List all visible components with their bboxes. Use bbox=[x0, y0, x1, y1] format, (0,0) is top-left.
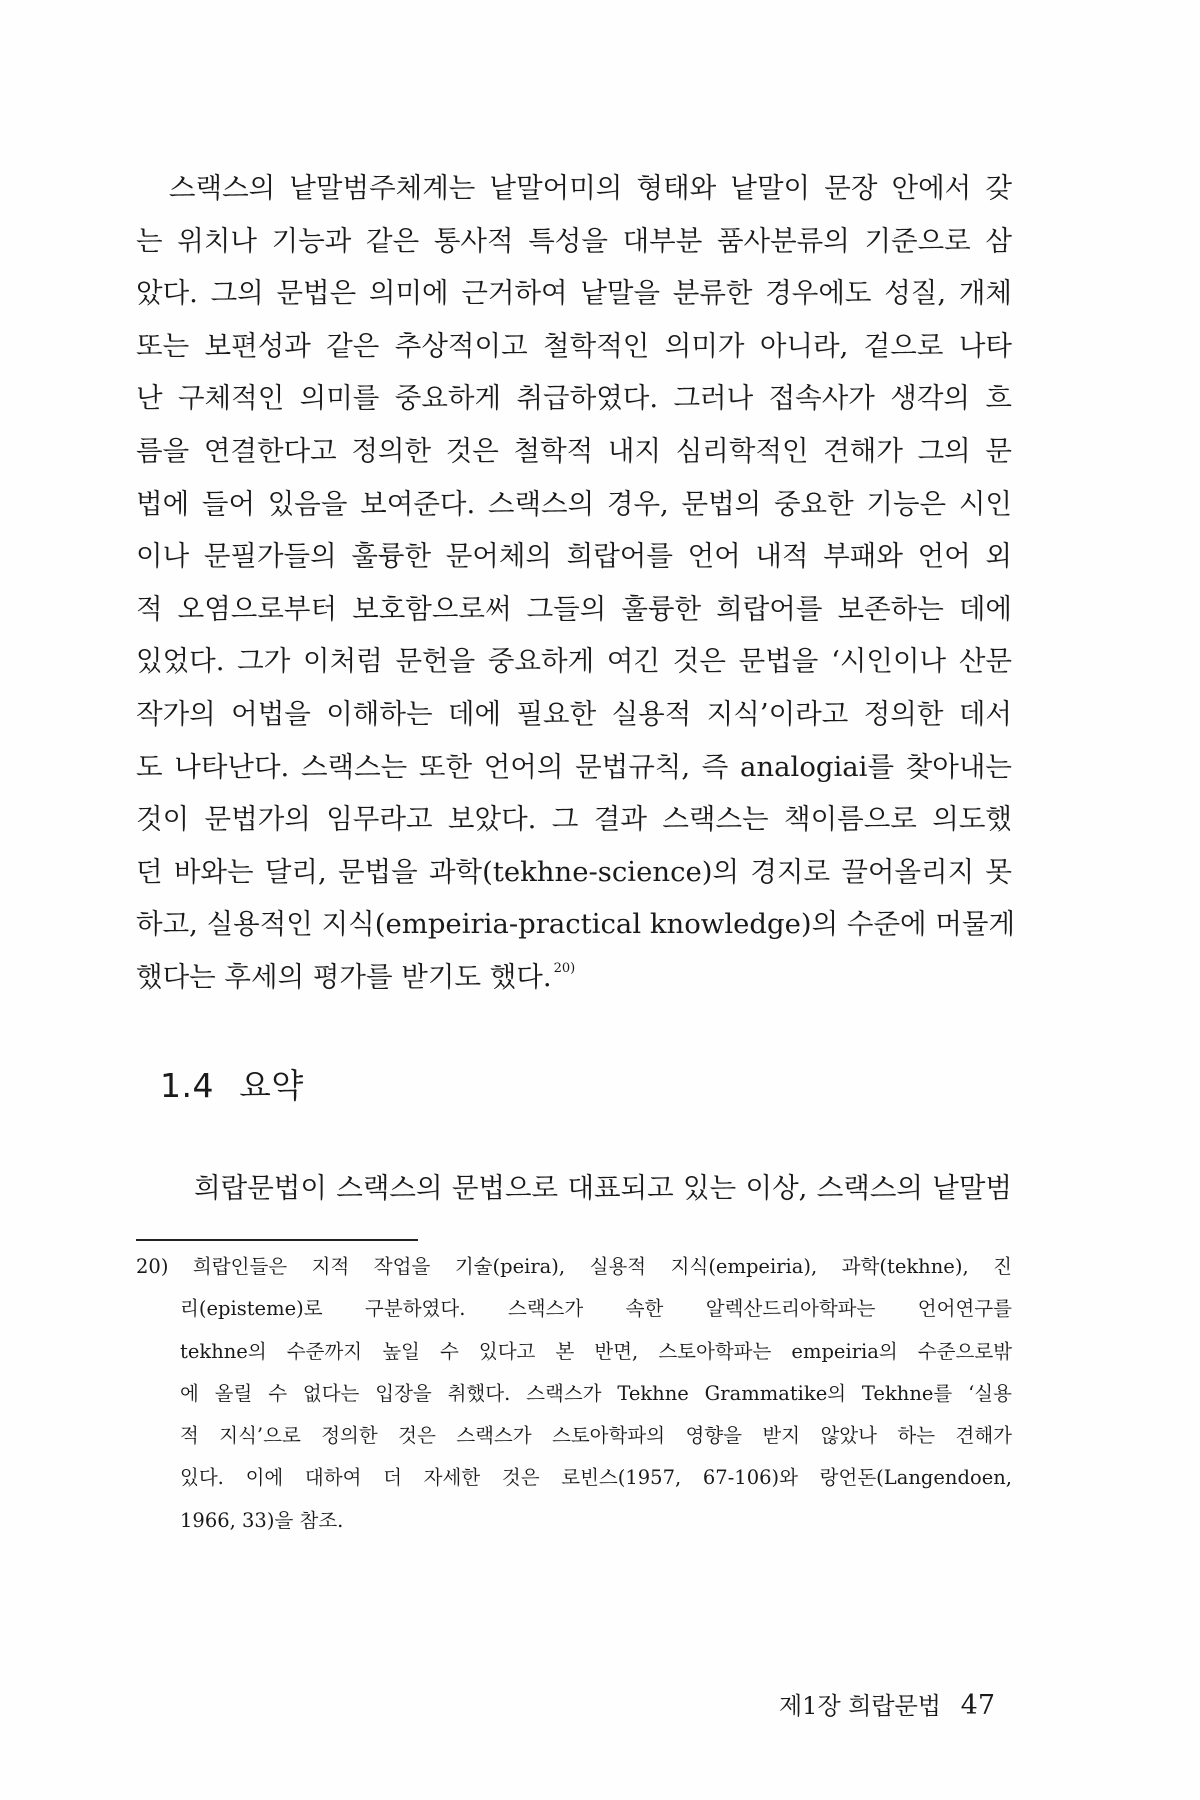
paragraph-line: 이나 문필가들의 훌륭한 문어체의 희랍어를 언어 내적 부패와 언어 외 bbox=[136, 540, 1012, 573]
footnote-divider bbox=[136, 1239, 418, 1241]
paragraph-line: 름을 연결한다고 정의한 것은 철학적 내지 심리학적인 견해가 그의 문 bbox=[136, 434, 1012, 467]
footnote-line: tekhne의 수준까지 높일 수 있다고 본 반면, 스토아학파는 empeiria의 수준으로밖 bbox=[180, 1339, 1012, 1363]
paragraph-line: 법에 들어 있음을 보여준다. 스랙스의 경우, 문법의 중요한 기능은 시인 bbox=[136, 487, 1012, 520]
page-number: 47 bbox=[960, 1690, 995, 1721]
footnote-reference[interactable]: 20) bbox=[553, 960, 576, 976]
paragraph-line: 던 바와는 달리, 문법을 과학(tekhne-science)의 경지로 끌어올리지 못 bbox=[136, 855, 1012, 888]
footnote-line: 에 올릴 수 없다는 입장을 취했다. 스랙스가 Tekhne Grammatike의 Tekhne를 ‘실용 bbox=[180, 1381, 1012, 1405]
paragraph-line: 적 오염으로부터 보호함으로써 그들의 훌륭한 희랍어를 보존하는 데에 bbox=[136, 592, 1012, 625]
section-paragraph-line: 희랍문법이 스랙스의 문법으로 대표되고 있는 이상, 스랙스의 낱말범 bbox=[166, 1172, 1012, 1204]
paragraph-line: 하고, 실용적인 지식(empeiria-practical knowledge)의 수준에 머물게 bbox=[136, 908, 1016, 941]
running-footer bbox=[779, 1686, 995, 1721]
paragraph-line: 것이 문법가의 임무라고 보았다. 그 결과 스랙스는 책이름으로 의도했 bbox=[136, 803, 1012, 836]
footnote-line: 1966, 33)을 참조. bbox=[180, 1508, 344, 1532]
section-title: 요약 bbox=[238, 1066, 304, 1105]
paragraph-line: 있었다. 그가 이처럼 문헌을 중요하게 여긴 것은 문법을 ‘시인이나 산문 bbox=[136, 645, 1012, 678]
footnote-20 bbox=[136, 1246, 1012, 1542]
paragraph-line: 또는 보편성과 같은 추상적이고 철학적인 의미가 아니라, 겉으로 나타 bbox=[136, 329, 1012, 362]
chapter-label: 제1장 희랍문법 bbox=[778, 1692, 941, 1720]
main-paragraph bbox=[136, 162, 1016, 1004]
paragraph-line: 도 나타난다. 스랙스는 또한 언어의 문법규칙, 즉 analogiai를 찾아내는 bbox=[136, 750, 1012, 783]
paragraph-line: 았다. 그의 문법은 의미에 근거하여 낱말을 분류한 경우에도 성질, 개체 bbox=[136, 277, 1012, 310]
paragraph-line: 스랙스의 낱말범주체계는 낱말어미의 형태와 낱말이 문장 안에서 갖 bbox=[136, 172, 1012, 204]
footnote-line: 있다. 이에 대하여 더 자세한 것은 로빈스(1957, 67-106)와 랑언돈(Langendoen, bbox=[180, 1466, 1012, 1490]
footnote-line: 적 지식’으로 정의한 것은 스랙스가 스토아학파의 영향을 받지 않았나 하는 견해가 bbox=[180, 1424, 1012, 1448]
paragraph-last-line bbox=[136, 951, 1012, 1004]
section-heading bbox=[160, 1060, 304, 1107]
paragraph-line-text: 했다는 후세의 평가를 받기도 했다. bbox=[136, 960, 552, 993]
footnote-line: 20) 희랍인들은 지적 작업을 기술(peira), 실용적 지식(empeiria), 과학(tekhne), 진 bbox=[136, 1255, 1012, 1278]
paragraph-line: 작가의 어법을 이해하는 데에 필요한 실용적 지식’이라고 정의한 데서 bbox=[136, 697, 1012, 730]
paragraph-line: 난 구체적인 의미를 중요하게 취급하였다. 그러나 접속사가 생각의 흐 bbox=[136, 382, 1012, 415]
footnote-line: 리(episteme)로 구분하였다. 스랙스가 속한 알렉산드리아학파는 언어연구를 bbox=[180, 1297, 1012, 1321]
paragraph-line: 는 위치나 기능과 같은 통사적 특성을 대부분 품사분류의 기준으로 삼 bbox=[136, 224, 1012, 257]
section-number: 1.4 bbox=[160, 1066, 214, 1105]
